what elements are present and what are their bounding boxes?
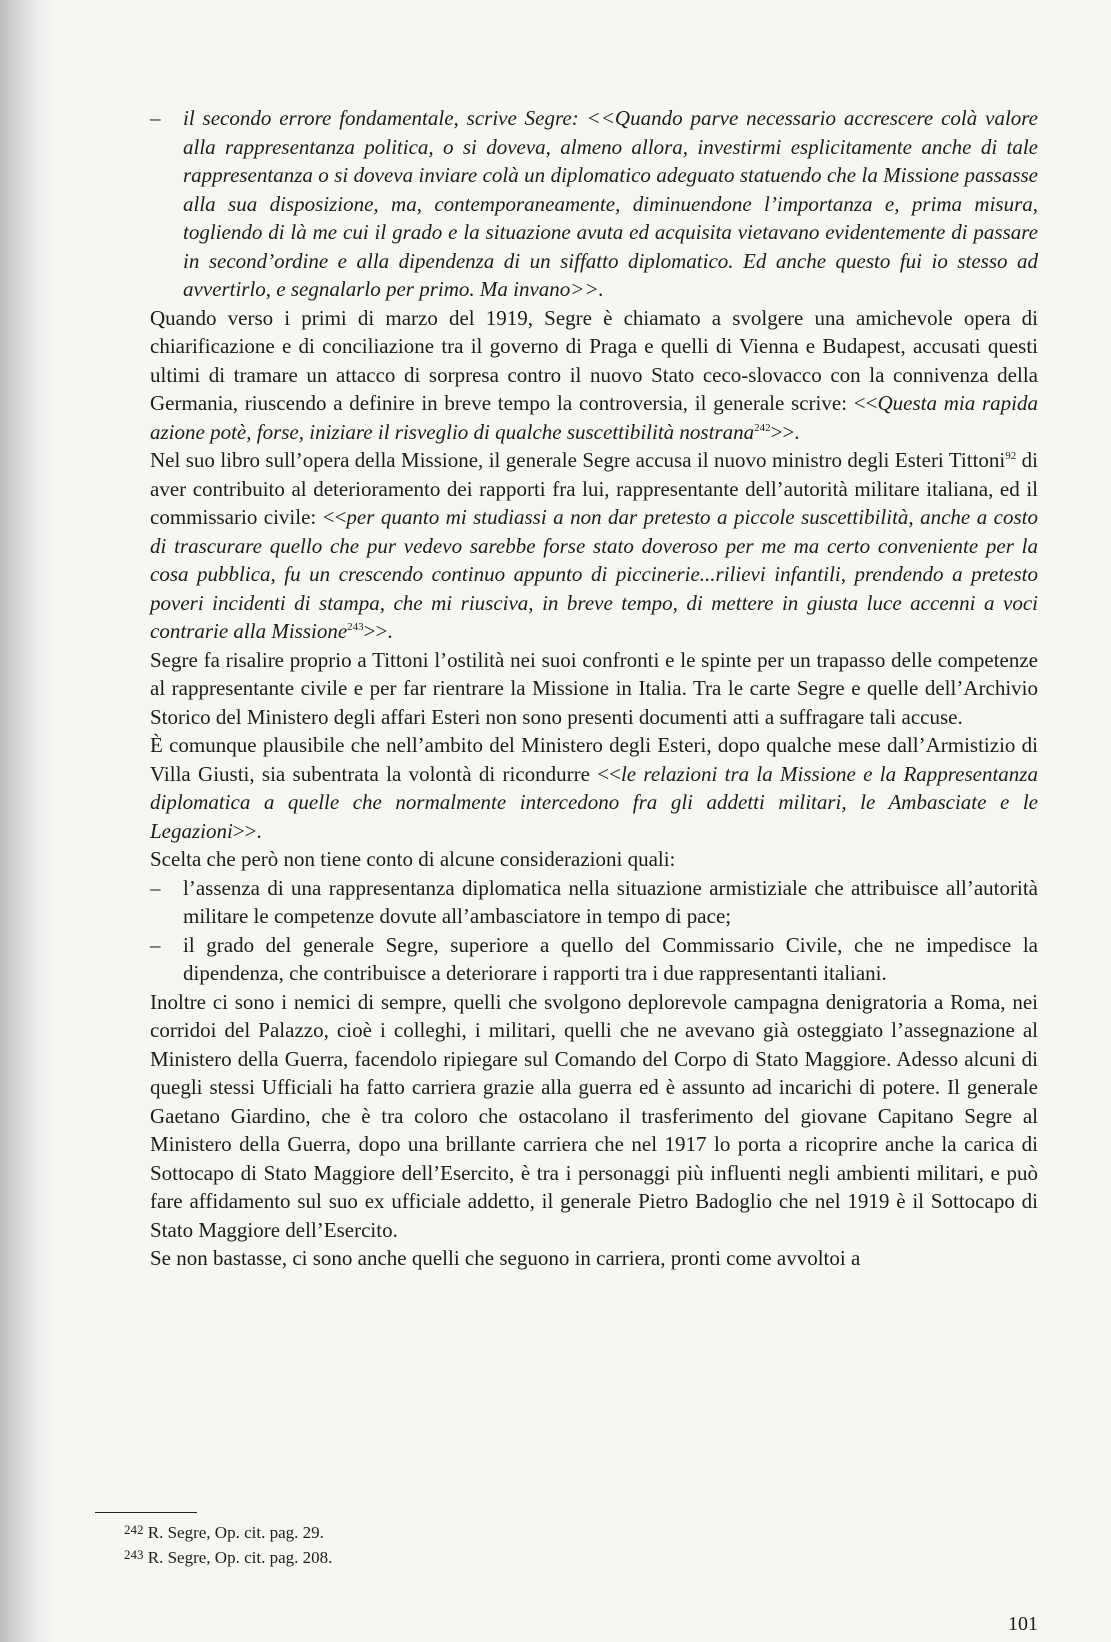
bullet-text: il grado del generale Segre, superiore a quello del Commissario Civile, che ne impedisce la dipendenza, che contribuisce a deteriorare i rapporti tra i due rappresentanti italiani. [183, 932, 1038, 985]
bullet-dash: – [150, 875, 161, 900]
bullet-item-assenza [150, 874, 1038, 931]
page-number: 101 [1008, 1613, 1038, 1635]
footnote-ref-242: 242 [754, 421, 771, 434]
footnote-ref-243: 243 [347, 621, 364, 633]
paragraph-inoltre: Inoltre ci sono i nemici di sempre, quelli che svolgono deplorevole campagna denigratoria a Roma, nei corridoi del Palazzo, cioè i colleghi, i militari, quelli che ne avevano già osteggiato l’assegnazione al Ministero della Guerra, facendolo ripiegare sul Comando del Corpo di Stato Maggiore. Adesso alcuni di quegli stessi Ufficiali ha fatto carriera grazie alla guerra ed è assunto ad incarichi di potere. Il generale Gaetano Giardino, che è tra coloro che ostacolano il trasferimento del giovane Capitano Segre al Ministero della Guerra, dopo una brillante carriera che nel 1917 lo porta a ricoprire anche la carica di Sottocapo di Stato Maggiore dell’Esercito, è tra i personaggi più influenti negli ambienti militari, e può fare affidamento sul suo ex ufficiale addetto, il generale Pietro Badoglio che nel 1919 è il Sottocapo di Stato Maggiore dell’Esercito. [150, 989, 1038, 1242]
footnote-text: R. Segre, Op. cit. pag. 208. [143, 1548, 333, 1567]
quote-segment: Questa mia rapida azione potè, forse, iniziare il risveglio di qualche suscettibilità nostrana [150, 391, 1038, 444]
text-segment: >>. [770, 419, 800, 444]
paragraph-libro-missione [150, 446, 1038, 646]
text-segment: >>. [232, 818, 262, 843]
quote-segre-errore: il secondo errore fondamentale, scrive Segre: <<Quando parve necessario accrescere colà valore alla rappresentanza politica, o si doveva, almeno allora, investirmi esplicitamente anche di tale rappresentanza o si doveva inviare colà un diplomatico adeguato statuendo che la Missione passasse alla sua disposizione, ma, contemporaneamente, diminuendone l’importanza e, prima misura, togliendo di là me cui il grado e la situazione avuta ed acquisita vietavano evidentemente di passare in second’ordine e alla dipendenza di un siffatto diplomatico. Ed anche questo fui io stesso ad avvertirlo, e segnalarlo per primo. Ma invano>>. [183, 106, 1038, 301]
paragraph-plausibile [150, 731, 1038, 845]
bullet-dash: – [150, 106, 161, 130]
quote-segment: per quanto mi studiassi a non dar pretesto a piccole suscettibilità, anche a costo di trascurare quello che pur vedevo sarebbe forse stato doveroso per me ma certo conveniente per la cosa pubblica, fu un crescendo continuo appunto di piccinerie...rilievi infantili, prendendo a pretesto poveri incidenti di stampa, che mi riusciva, in breve tempo, di mettere in giusta luce accenni a voci contrarie alla Missione [150, 505, 1039, 643]
bullet-item-errore [150, 104, 1038, 304]
text-segment: di aver contribuito al deterioramento dei rapporti fra lui, rappresentante dell’autorità militare italiana, ed il commissario civile: << [150, 448, 1038, 529]
text-segment: Nel suo libro sull’opera della Missione, il generale Segre accusa il nuovo ministro degli Esteri Tittoni [150, 448, 1006, 472]
paragraph-tittoni: Segre fa risalire proprio a Tittoni l’ostilità nei suoi confronti e le spinte per un trapasso delle competenze al rappresentante civile e per far rientrare la Missione in Italia. Tra le carte Segre e quelle dell’Archivio Storico del Ministero degli affari Esteri non sono presenti documenti atti a suffragare tali accuse. [150, 647, 1038, 729]
text-segment: Quando verso i primi di marzo del 1919, Segre è chiamato a svolgere una amichevole opera di chiarificazione e di conciliazione tra il governo di Praga e quelli di Vienna e Budapest, accusati questi ultimi di tramare un attacco di sorpresa contro il nuovo Stato ceco-slovacco con la connivenza della Germania, riuscendo a definire in breve tempo la controversia, il generale scrive: << [150, 305, 1038, 415]
footnote-text: R. Segre, Op. cit. pag. 29. [143, 1523, 324, 1542]
paragraph-marzo-1919 [150, 304, 1038, 447]
bullet-text: l’assenza di una rappresentanza diplomatica nella situazione armistiziale che attribuisce all’autorità militare le competenze dovute all’ambasciatore in tempo di pace; [183, 875, 1038, 928]
footnote-number: 243 [124, 1547, 144, 1562]
bullet-dash: – [150, 932, 161, 957]
paragraph-scelta: Scelta che però non tiene conto di alcune considerazioni quali: [150, 847, 676, 871]
footnote-243 [95, 1544, 495, 1569]
footnote-242 [95, 1519, 495, 1544]
binding-shadow [0, 0, 56, 1642]
footnotes [95, 1512, 495, 1569]
footnote-divider [95, 1512, 197, 1513]
footnote-number: 242 [124, 1522, 144, 1537]
text-segment: >>. [363, 619, 393, 643]
paragraph-bastasse: Se non bastasse, ci sono anche quelli che seguono in carriera, pronti come avvoltoi a [150, 1246, 861, 1270]
page-body [150, 104, 1038, 1273]
text-segment: È comunque plausibile che nell’ambito del Ministero degli Esteri, dopo qualche mese dall’Armistizio di Villa Giusti, sia subentrata la volontà di ricondurre << [150, 733, 1038, 786]
bullet-item-grado [150, 931, 1038, 988]
quote-segment: le relazioni tra la Missione e la Rappresentanza diplomatica a quelle che normalmente intercedono fra gli addetti militari, le Ambasciate e le Legazioni [150, 761, 1038, 843]
footnote-ref-92: 92 [1005, 450, 1017, 462]
